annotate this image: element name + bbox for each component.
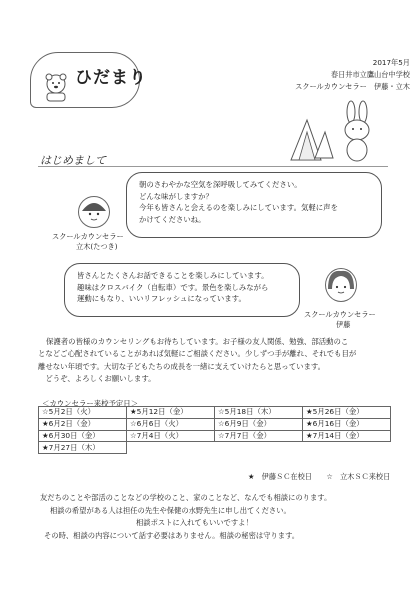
rice-ball-illustration [285,112,335,164]
schedule-cell: ☆7月7日（金） [215,430,303,442]
schedule-cell: ☆5月18日（木） [215,407,303,419]
schedule-cell: ★7月27日（木） [39,442,127,454]
schedule-cell: ★5月12日（金） [127,407,215,419]
section-underline [38,166,388,167]
paragraph-line: となどご心配されていることがあれば気軽にご相談ください。少しずつ手が離れ、それでも目が [38,349,357,359]
schedule-cell: ☆6月9日（金） [215,418,303,430]
schedule-cell: ★6月30日（金） [39,430,127,442]
schedule-cell: ★6月16日（金） [303,418,391,430]
issue-date: 2017年5月 [372,58,410,67]
schedule-cell: ★6月2日（金） [39,418,127,430]
message-line: 趣味はクロスバイク（自転車）です。景色を楽しみながら [77,282,269,292]
schedule-cell: ★7月14日（金） [303,430,391,442]
counselor1-role: スクールカウンセラー [52,232,124,241]
schedule-cell: ☆6月6日（火） [127,418,215,430]
footer-line: 友だちのことや部活のことなどの学校のこと、家のことなど、なんでも相談にのります。 [40,493,332,502]
message-line: 皆さんとたくさんお話できることを楽しみにしています。 [77,271,269,280]
message-line: 朝のさわやかな空気を深呼吸してみてください。 [139,180,302,189]
schedule-cell: ★5月26日（金） [303,407,391,419]
footer-line: 相談ポストに入れてもいいですよ！ [136,518,253,527]
counselor1-avatar [78,196,110,228]
counselor2-message-bubble [64,263,300,317]
schedule-legend: ★ 伊藤ＳＣ在校日 ☆ 立木ＳＣ来校日 [248,472,391,481]
footer-line: 相談の希望がある人は担任の先生や保健の水野先生に申し出てください。 [50,505,291,515]
schedule-cell: ☆7月4日（火） [127,430,215,442]
counselor2-role: スクールカウンセラー [304,310,376,319]
schedule-cell: ☆5月2日（火） [39,407,127,419]
counselor1-name: 立木(たつき) [76,242,118,251]
schedule-table [38,406,391,454]
paragraph-line: どうぞ、よろしくお願いします。 [38,373,156,383]
school-name: 春日井市立鷹山台中学校 [330,70,410,79]
table-row [39,407,391,419]
bear-illustration [42,72,70,102]
table-row [39,430,391,442]
schedule-cell-empty [215,442,303,454]
page-title: ひだまり [75,68,147,88]
counselor2-avatar [325,268,357,302]
rabbit-illustration [336,100,380,162]
parents-message [38,336,388,385]
schedule-cell-empty [127,442,215,454]
counselor2-name: 伊藤 [336,320,351,329]
paragraph-line: 離せない年頃です。大切な子どもたちの成長を一緒に支えていけたらと思っています。 [38,361,326,371]
table-row [39,442,391,454]
message-line: 運動にもなり、いいリフレッシュになっています。 [77,294,246,303]
message-line: どんな味がしますか？ [139,191,213,201]
footer-line: その時、相談の内容について話す必要はありません。相談の秘密は守ります。 [44,530,300,540]
message-line: 今年も皆さんと会えるのを楽しみにしています。気軽に声を [139,203,338,212]
message-line: かけてくださいね。 [139,214,206,224]
schedule-cell-empty [303,442,391,454]
section-heading: はじめまして [40,154,106,167]
schedule-title: ＜カウンセラー来校予定日＞ [42,399,139,408]
paragraph-line: 保護者の皆様のカウンセリングもお待ちしています。お子様の友人関係、勉強、部活動のこ [46,337,349,346]
counselor-names: スクールカウンセラー 伊藤・立木 [295,82,410,91]
counselor1-message-bubble [126,172,382,238]
table-row [39,418,391,430]
footer-message [40,492,390,542]
